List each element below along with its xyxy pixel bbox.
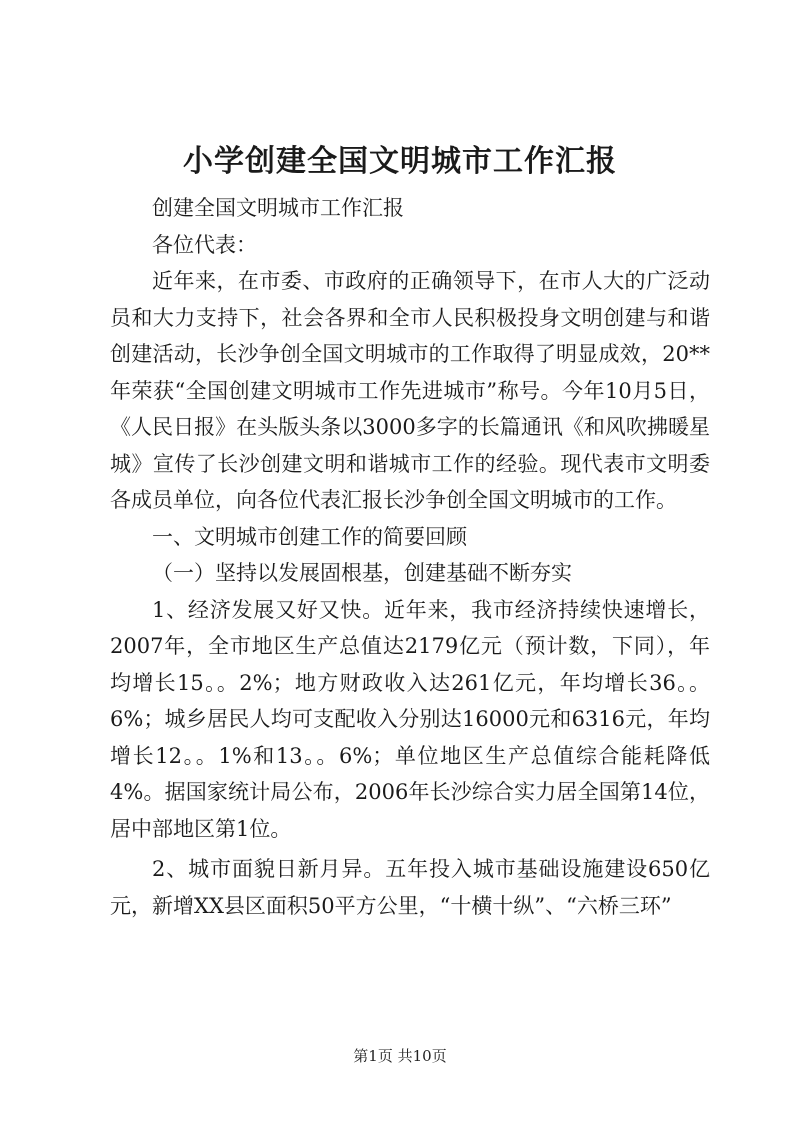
intro-paragraph: 近年来，在市委、市政府的正确领导下，在市人大的广泛动员和大力支持下，社会各界和全市人民积极投身文明创建与和谐创建活动，长沙争创全国文明城市的工作取得了明显成效，20**年荣获“全国创建文明城市工作先进城市”称号。今年10月5日，《人民日报》在头版头条以3000多字的长篇通讯《和风吹拂暖星城》宣传了长沙创建文明和谐城市工作的经验。现代表市文明委各成员单位，向各位代表汇报长沙争创全国文明城市的工作。 bbox=[110, 269, 710, 512]
document-body bbox=[110, 190, 710, 924]
economy-paragraph: 1、经济发展又好又快。近年来，我市经济持续快速增长，2007年，全市地区生产总值达2179亿元（预计数，下同），年均增长15。。2%；地方财政收入达261亿元，年均增长36。。6%；城乡居民人均可支配收入分别达16000元和6316元，年均增长12。。1%和13。。6%；单位地区生产总值综合能耗降低4%。据国家统计局公布，2006年长沙综合实力居全国第14位，居中部地区第1位。 bbox=[110, 597, 710, 841]
subtitle-paragraph: 创建全国文明城市工作汇报 bbox=[152, 196, 404, 220]
document-title: 小学创建全国文明城市工作汇报 bbox=[183, 144, 617, 179]
salutation-paragraph: 各位代表： bbox=[152, 232, 257, 257]
city-appearance-paragraph: 2、城市面貌日新月异。五年投入城市基础设施建设650亿元，新增XX县区面积50平方公里，“十横十纵”、“六桥三环” bbox=[110, 857, 710, 918]
section-heading: 一、文明城市创建工作的简要回顾 bbox=[152, 524, 467, 549]
subsection-heading: （一）坚持以发展固根基，创建基础不断夯实 bbox=[152, 561, 572, 585]
page-number: 第1页 共10页 bbox=[353, 1047, 447, 1065]
